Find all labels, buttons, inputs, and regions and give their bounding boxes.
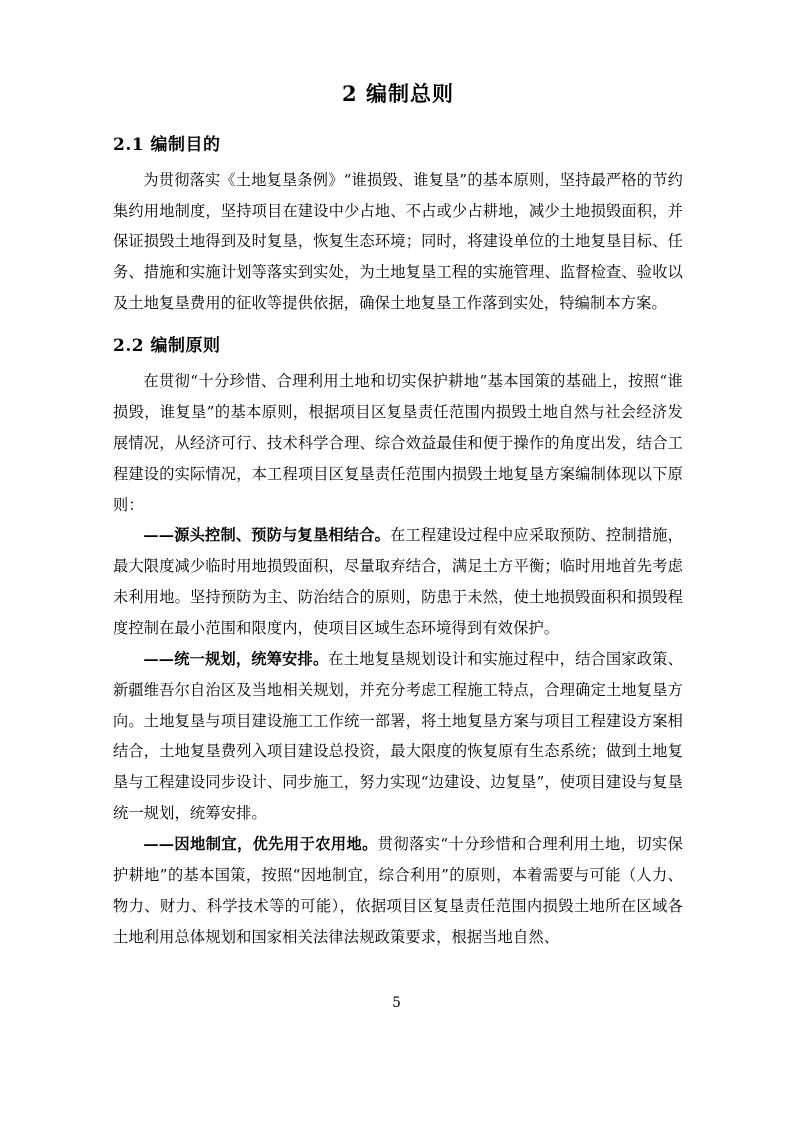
document-body bbox=[113, 78, 683, 953]
section-heading-2-2: 2.2 编制原则 bbox=[113, 335, 221, 356]
section-heading-2-1: 2.1 编制目的 bbox=[113, 134, 221, 155]
paragraph bbox=[113, 644, 683, 829]
paragraph-run: 在贯彻“十分珍惜、合理利用土地和切实保护耕地”基本国策的基础上，按照“谁损毁，谁复垦”的基本原则，根据项目区复垦责任范围内损毁土地自然与社会经济发展情况，从经济可行、技术科学合理、综合效益最佳和便于操作的角度出发，结合工程建设的实际情况，本工程项目区复垦责任范围内损毁土地复垦方案编制体现以下原则： bbox=[113, 372, 683, 514]
paragraph-run: 在工程建设过程中应采取预防、控制措施，最大限度减少临时用地损毁面积，尽量取弃结合，满足土方平衡；临时用地首先考虑未利用地。坚持预防为主、防治结合的原则，防患于未然，使土地损毁面积和损毁程度控制在最小范围和限度内，使项目区域生态环境得到有效保护。 bbox=[113, 526, 683, 638]
paragraph-run-bold: ——源头控制、预防与复垦相结合。 bbox=[143, 526, 391, 545]
paragraph bbox=[113, 829, 683, 952]
paragraph-run: 为贯彻落实《土地复垦条例》“谁损毁、谁复垦”的基本原则，坚持最严格的节约集约用地制度，坚持项目在建设中少占地、不占或少占耕地，减少土地损毁面积，并保证损毁土地得到及时复垦，恢复生态环境；同时，将建设单位的土地复垦目标、任务、措施和实施计划等落实到实处，为土地复垦工程的实施管理、监督检查、验收以及土地复垦费用的征收等提供依据，确保土地复垦工作落到实处，特编制本方案。 bbox=[113, 170, 683, 313]
paragraph-run-bold: ——因地制宜，优先用于农用地。 bbox=[143, 835, 378, 854]
paragraph-run-bold: ——统一规划，统筹安排。 bbox=[143, 649, 329, 668]
paragraph bbox=[113, 520, 683, 643]
page-number: 5 bbox=[392, 995, 401, 1011]
paragraph-run: 在土地复垦规划设计和实施过程中，结合国家政策、新疆维吾尔自治区及当地相关规划，并充分考虑工程施工特点，合理确定土地复垦方向。土地复垦与项目建设施工工作统一部署，将土地复垦方案与项目工程建设方案相结合，土地复垦费列入项目建设总投资，最大限度的恢复原有生态系统；做到土地复垦与工程建设同步设计、同步施工，努力实现“边建设、边复垦”，使项目建设与复垦统一规划，统筹安排。 bbox=[113, 649, 683, 823]
page-title: 2 编制总则 bbox=[342, 81, 454, 106]
paragraph-run: 贯彻落实“十分珍惜和合理利用土地，切实保护耕地”的基本国策，按照“因地制宜，综合利用”的原则，本着需要与可能（人力、物力、财力、科学技术等的可能），依据项目区复垦责任范围内损毁土地所在区域各土地利用总体规划和国家相关法律法规政策要求，根据当地自然、 bbox=[113, 835, 683, 946]
paragraph bbox=[113, 366, 683, 520]
paragraph bbox=[113, 165, 683, 319]
